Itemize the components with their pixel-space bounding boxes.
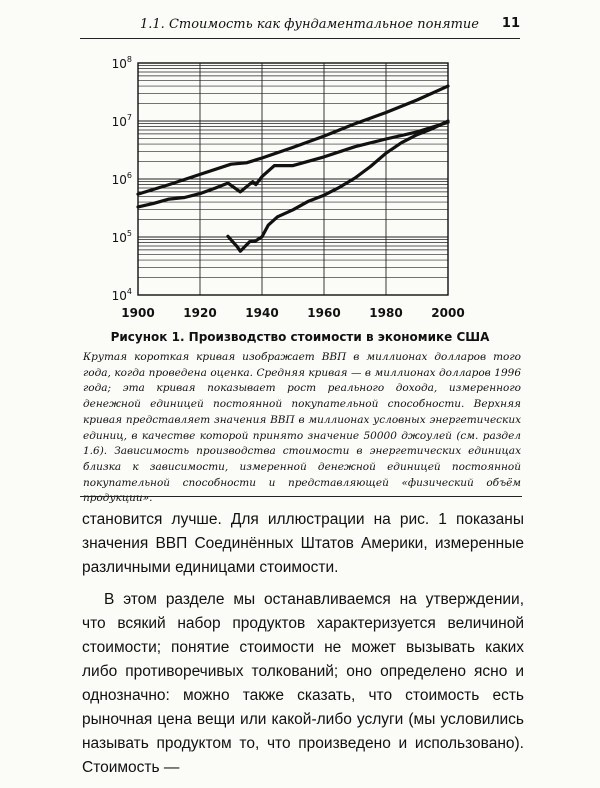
x-tick-label: 1980 [369, 306, 403, 320]
chart-canvas [100, 55, 470, 330]
y-tick-label: $10^6$ [111, 171, 132, 187]
paragraph-2: В этом разделе мы останавливаемся на утверждении, что всякий набор продуктов характеризуется величиной стоимости; понятие стоимости не может вызывать каких либо противоречивых толкований; оно определено ясно и однозначно: можно также сказать, что стоимость есть рыночная цена вещи или какой-либо услуги (мы условились называть продуктом то, что произведено и использовано). Стоимость — [82, 591, 524, 776]
caption-divider [80, 496, 522, 497]
figure-caption: Крутая короткая кривая изображает ВВП в миллионах долларов того года, когда проведена оценка. Средняя кривая — в миллионах долларов 1996 года; эта кривая показывает рост реального дохода, измеренного денежной единицей постоянной покупательной способности. Верхняя кривая представляет значения ВВП в миллионах условных энергетических единиц, в качестве которой принято значение 50000 джоулей (см. раздел 1.6). Зависимость производства стоимости в энергетических единицах близка к зависимости, измеренной денежной единицей постоянной покупательной способности и представляющей «физический объём продукции». [83, 351, 521, 505]
y-tick-label: $10^4$ [111, 287, 132, 303]
y-tick-label: $10^7$ [111, 113, 132, 129]
x-tick-label: 1960 [307, 306, 341, 320]
series-line-constant-1996-dollars [138, 122, 448, 207]
series-line-energy-units [138, 86, 448, 194]
x-tick-label: 1920 [183, 306, 217, 320]
running-head: 1.1. Стоимость как фундаментальное понятие [140, 17, 479, 32]
y-tick-label: $10^5$ [111, 229, 132, 245]
x-tick-label: 2000 [431, 306, 465, 320]
page-header [80, 14, 520, 39]
figure-title: Рисунок 1. Производство стоимости в экономике США [110, 330, 490, 344]
x-tick-label: 1940 [245, 306, 279, 320]
x-tick-label: 1900 [121, 306, 155, 320]
series-line-current-dollars [228, 121, 448, 251]
body-text [82, 508, 524, 788]
y-tick-label: $10^8$ [111, 55, 132, 71]
paragraph-1: становится лучше. Для иллюстрации на рис. 1 показаны значения ВВП Соединённых Штатов Америки, измеренные различными единицами стоимости. [82, 511, 524, 576]
gdp-chart [100, 55, 470, 334]
page-number: 11 [501, 16, 520, 31]
